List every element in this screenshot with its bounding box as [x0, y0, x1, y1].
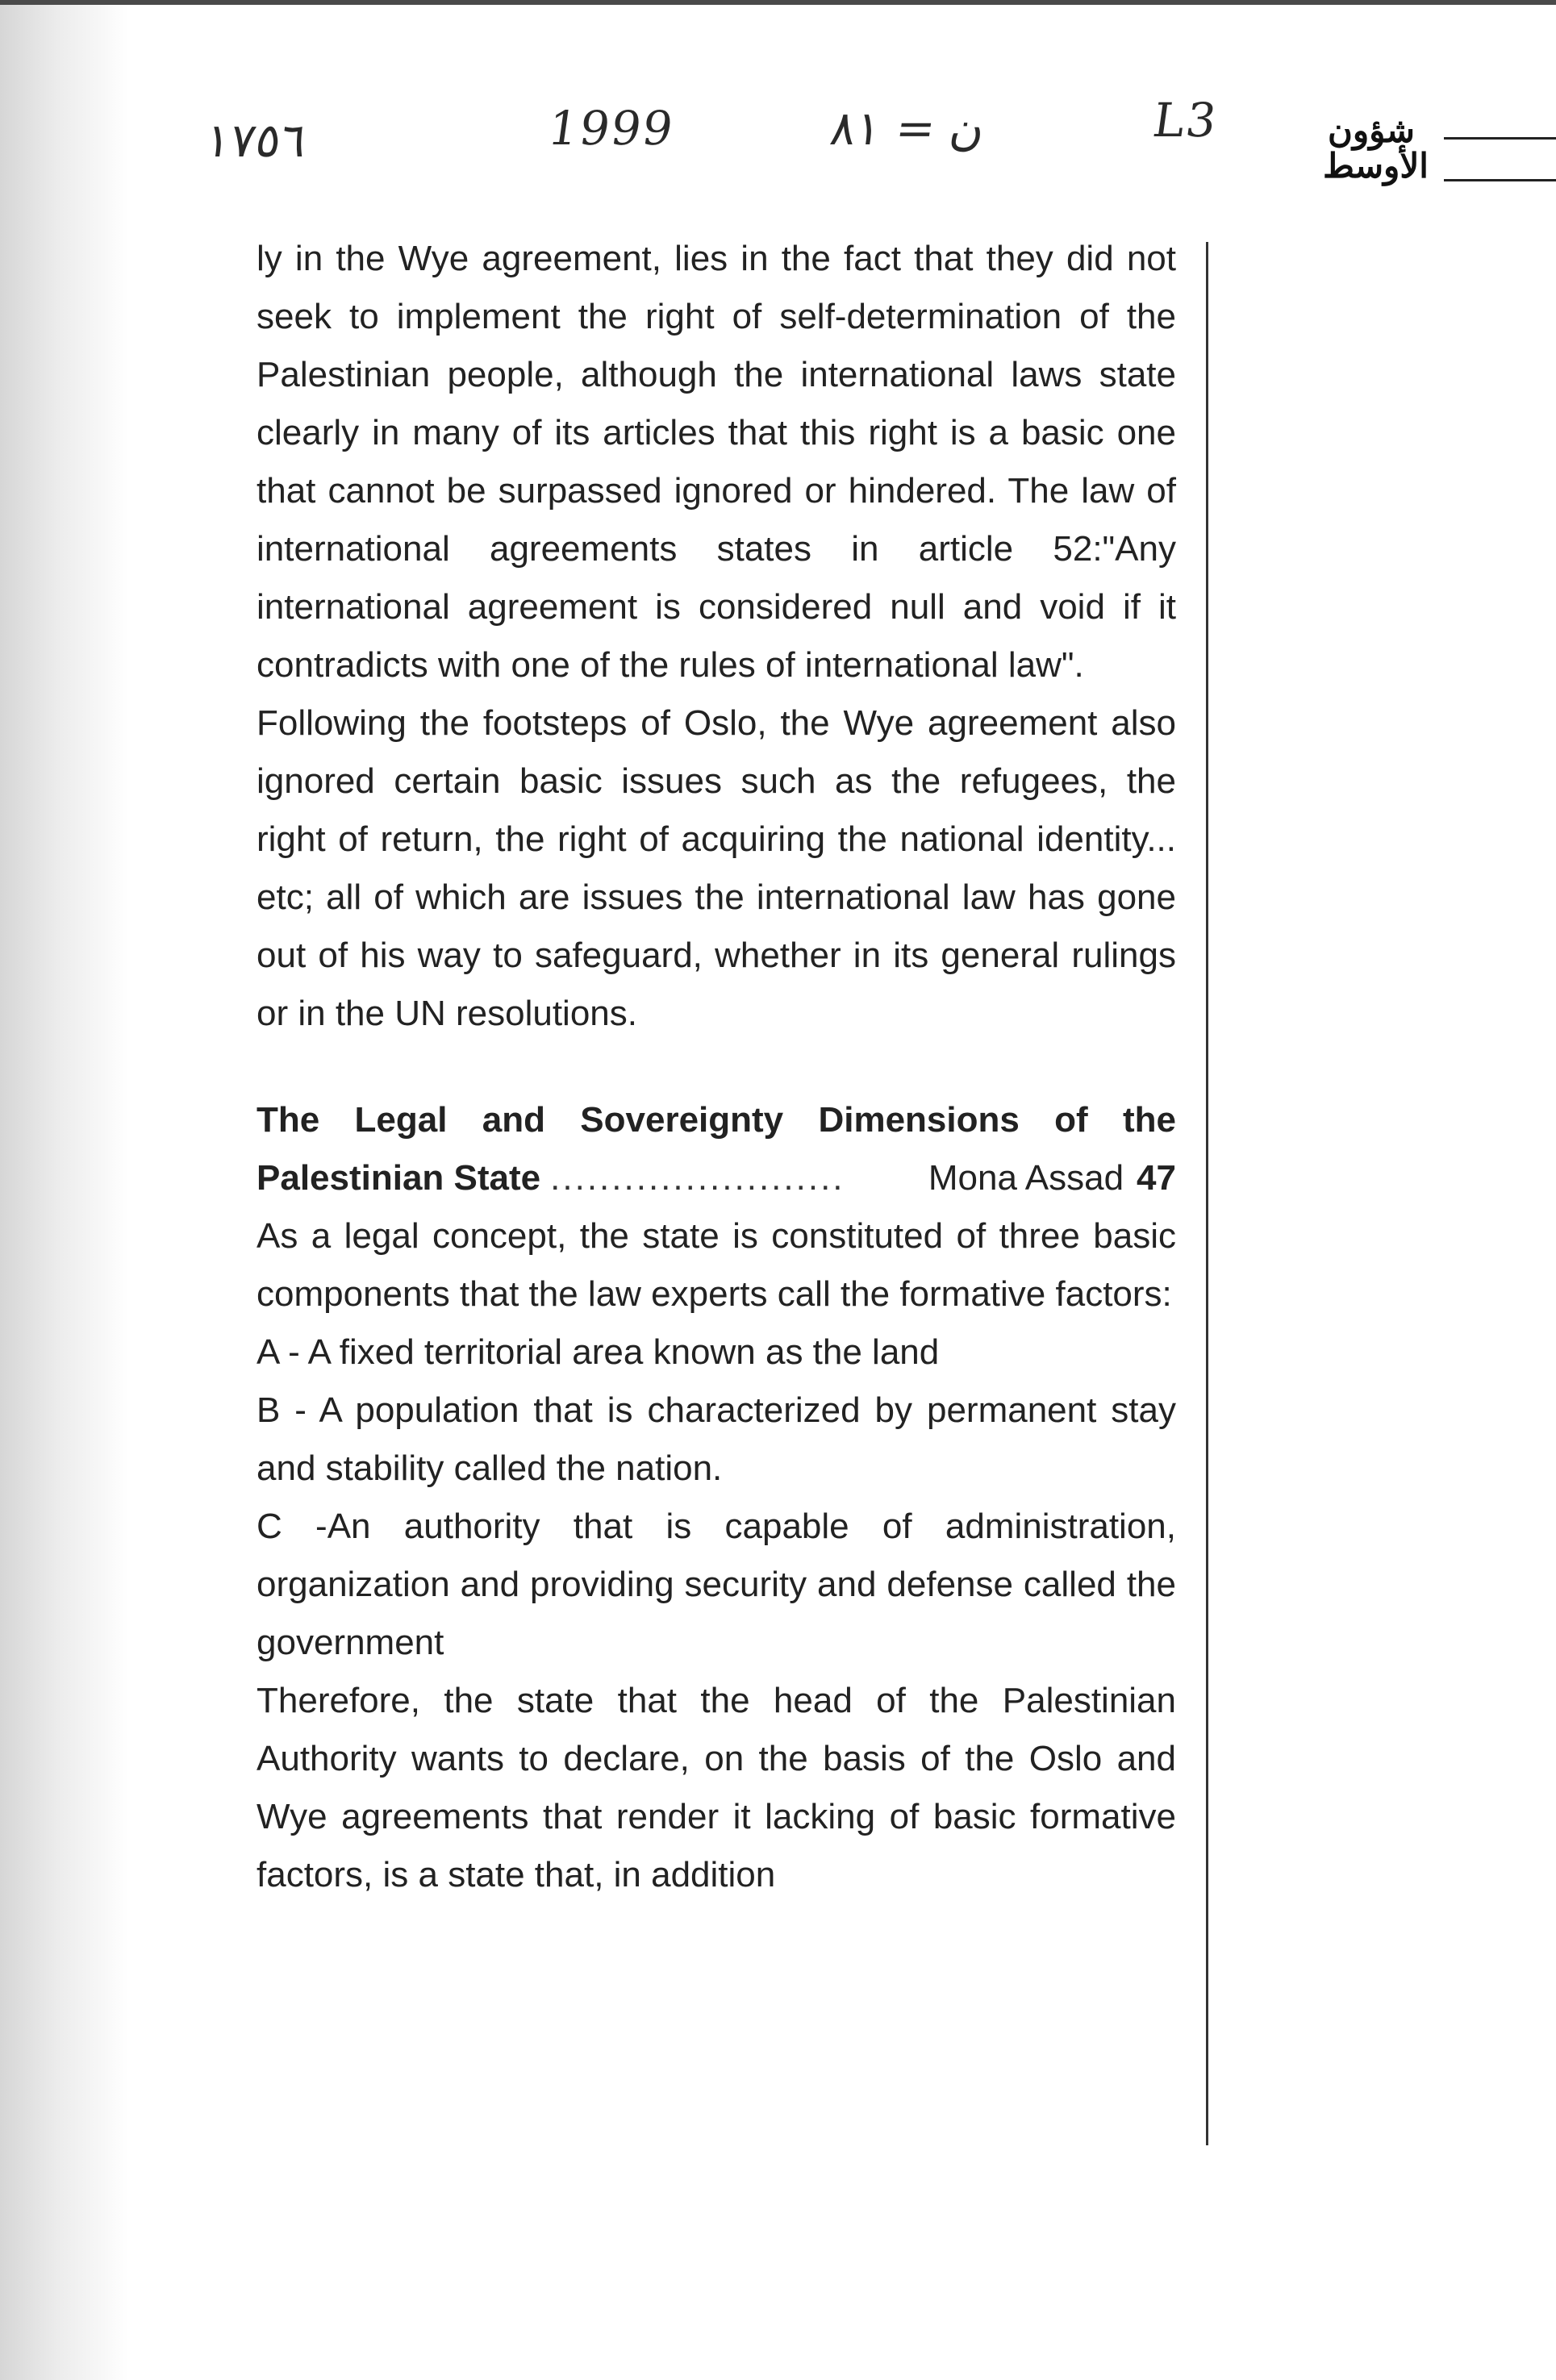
article2-title: The Legal and Sovereignty Dimensions of the [257, 1100, 1176, 1140]
article2-byline [257, 1149, 1176, 1207]
article2-intro: As a legal concept, the state is constituted of three basic components that the law experts call the formative factors: [257, 1216, 1176, 1314]
article2-item-c: C -An authority that is capable of administration, organization and providing security and defense called the government [257, 1507, 1176, 1662]
article1-paragraph1: ly in the Wye agreement, lies in the fact that they did not seek to implement the right of self-determination of the Palestinian people, although the international laws state clearly in many of its articles that this right is a basic one that cannot be surpassed ignored or hindered. The law of international agreements states in article 52:"Any international agreement is considered null and void if it contradicts with one of the rules of international law". [257, 239, 1176, 685]
article2-page-number: 47 [1137, 1158, 1176, 1198]
handwritten-archive-number: ١٧٥٦ [202, 113, 311, 168]
handwritten-year: 1999 [544, 101, 678, 156]
handwritten-page-code: L3 [1149, 93, 1222, 148]
column-rule [1206, 242, 1208, 2145]
logo-rule-bottom [1444, 179, 1556, 181]
journal-logo [1323, 110, 1429, 194]
scan-edge-shadow [0, 0, 129, 2380]
article2-title-cont: Palestinian State [257, 1158, 541, 1198]
scan-top-edge [0, 0, 1556, 5]
section-gap [257, 1043, 1176, 1091]
handwritten-issue-number: ن = ٨١ [827, 101, 989, 156]
article-column [257, 230, 1176, 1904]
dot-leader: ........................ [550, 1158, 845, 1198]
journal-logo-line2: الأوسط [1323, 146, 1429, 185]
article2-conclusion: Therefore, the state that the head of the Palestinian Authority wants to declare, on the basis of the Oslo and Wye agreements that render it lacking of basic formative factors, is a state that, in addition [257, 1681, 1176, 1894]
logo-rule-top [1444, 137, 1556, 140]
journal-logo-line1: شؤون [1327, 110, 1415, 150]
article2-author: Mona Assad [928, 1158, 1124, 1198]
article2-item-b: B - A population that is characterized by permanent stay and stability called the nation. [257, 1390, 1176, 1488]
article1-paragraph2: Following the footsteps of Oslo, the Wye agreement also ignored certain basic issues such as the refugees, the right of return, the right of acquiring the national identity... etc; all of which are issues the international law has gone out of his way to safeguard, whether in its general rulings or in the UN resolutions. [257, 703, 1176, 1033]
article2-item-a: A - A fixed territorial area known as the land [257, 1332, 940, 1372]
